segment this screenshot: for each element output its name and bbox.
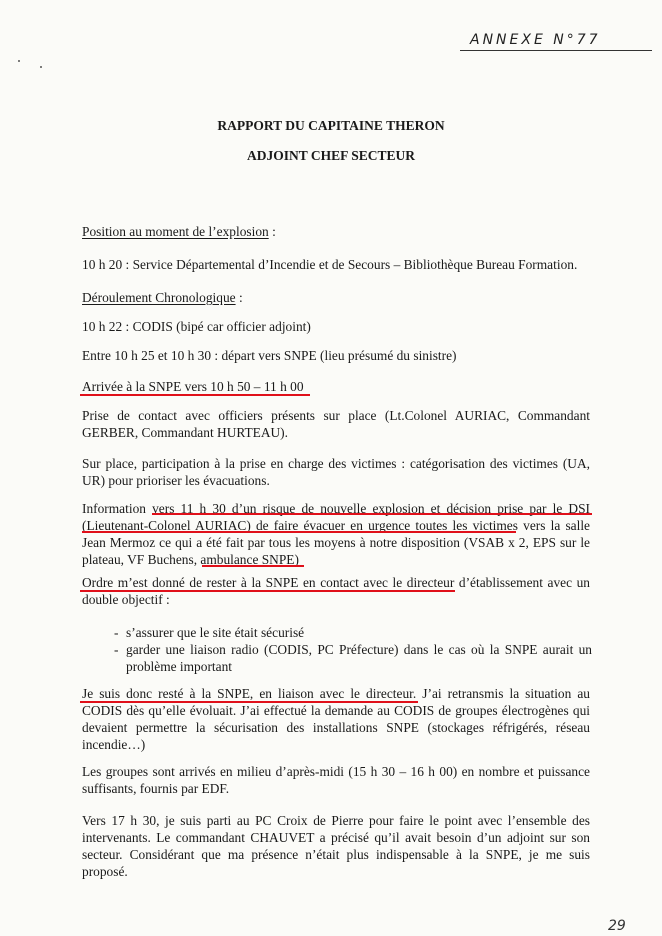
- text-line: Ordre m’est donné de rester à la SNPE en contact avec le directeur d’établissement avec un: [82, 575, 590, 590]
- red-underline: [80, 394, 310, 396]
- list-item-text: [126, 641, 592, 675]
- scan-speck: [18, 60, 20, 62]
- annex-stamp: ANNEXE N°77: [470, 32, 601, 48]
- paragraph: [82, 407, 590, 441]
- paragraph-liaison: [82, 685, 590, 753]
- text-line: problème important: [126, 659, 232, 674]
- heading-colon: :: [268, 224, 276, 239]
- text-line: plateau, VF Buchens, ambulance SNPE): [82, 552, 299, 567]
- text-line: CODIS dès qu’elle évoluait. J’ai effectué la demande au CODIS de groupes électrogènes qui: [82, 703, 590, 718]
- text-line: proposé.: [82, 864, 128, 879]
- text-line: GERBER, Commandant HURTEAU).: [82, 425, 288, 440]
- paragraph: [82, 455, 590, 489]
- section-heading-chronology: [82, 289, 590, 306]
- text-line: Je suis donc resté à la SNPE, en liaison avec le directeur. J’ai retransmis la situation au: [82, 686, 590, 701]
- report-title: RAPPORT DU CAPITAINE THERON: [217, 118, 445, 133]
- text-line: Les groupes sont arrivés en milieu d’après-midi (15 h 30 – 16 h 00) en nombre et puissance: [82, 764, 590, 779]
- paragraph: 10 h 20 : Service Départemental d’Incendie et de Secours – Bibliothèque Bureau Formation.: [82, 257, 578, 272]
- paragraph: 10 h 22 : CODIS (bipé car officier adjoint): [82, 319, 311, 334]
- text-line: Vers 17 h 30, je suis parti au PC Croix de Pierre pour faire le point avec l’ensemble des: [82, 813, 590, 828]
- paragraph-arrival: Arrivée à la SNPE vers 10 h 50 – 11 h 00: [82, 379, 304, 394]
- list-item: [114, 624, 592, 641]
- red-underline: [82, 531, 516, 533]
- heading-colon: :: [235, 290, 243, 305]
- red-underline: [202, 565, 304, 567]
- dash: -: [114, 642, 119, 657]
- paragraph: [82, 812, 590, 880]
- text-line: garder une liaison radio (CODIS, PC Préfecture) dans le cas où la SNPE aurait un: [126, 642, 592, 657]
- objective-list: [114, 624, 592, 675]
- red-underline: [152, 513, 592, 515]
- text-line: Jean Mermoz ce qui a été fait par tous les moyens à notre disposition (VSAB x 2, EPS sur le: [82, 535, 590, 550]
- text-line: double objectif :: [82, 592, 170, 607]
- heading-text: Déroulement Chronologique: [82, 290, 236, 305]
- text-line: incendie…): [82, 737, 146, 752]
- red-underline: [80, 590, 455, 592]
- scan-speck: [40, 66, 42, 68]
- list-item-text: s’assurer que le site était sécurisé: [126, 625, 305, 640]
- annex-underline: [460, 50, 652, 51]
- text-line: Prise de contact avec officiers présents sur place (Lt.Colonel AURIAC, Commandant: [82, 408, 590, 423]
- page-number: 29: [608, 918, 626, 934]
- text-line: Sur place, participation à la prise en charge des victimes : catégorisation des victimes (UA,: [82, 456, 590, 471]
- text-line: suffisants, fournis par EDF.: [82, 781, 230, 796]
- paragraph-evacuation: [82, 500, 590, 568]
- paragraph: [82, 763, 590, 797]
- red-underline: [80, 701, 418, 703]
- text-line: Information vers 11 h 30 d’un risque de nouvelle explosion et décision prise par le DSI: [82, 501, 590, 516]
- text-line: intervenants. Le commandant CHAUVET a précisé qu’il avait besoin d’un adjoint sur son: [82, 830, 590, 845]
- paragraph: Entre 10 h 25 et 10 h 30 : départ vers SNPE (lieu présumé du sinistre): [82, 348, 457, 363]
- text-line: devaient permettre la sécurisation des installations SNPE (stockages réfrigérés, réseau: [82, 720, 590, 735]
- heading-text: Position au moment de l’explosion: [82, 224, 269, 239]
- section-heading-position: [82, 223, 590, 240]
- text-line: (Lieutenant-Colonel AURIAC) de faire évacuer en urgence toutes les victimes vers la salle: [82, 518, 590, 533]
- list-item: [114, 641, 592, 675]
- text-line: secteur. Considérant que ma présence n’était plus indispensable à la SNPE, je me suis: [82, 847, 590, 862]
- dash: -: [114, 625, 119, 640]
- text-line: UR) pour prioriser les évacuations.: [82, 473, 270, 488]
- report-subtitle: ADJOINT CHEF SECTEUR: [246, 148, 416, 163]
